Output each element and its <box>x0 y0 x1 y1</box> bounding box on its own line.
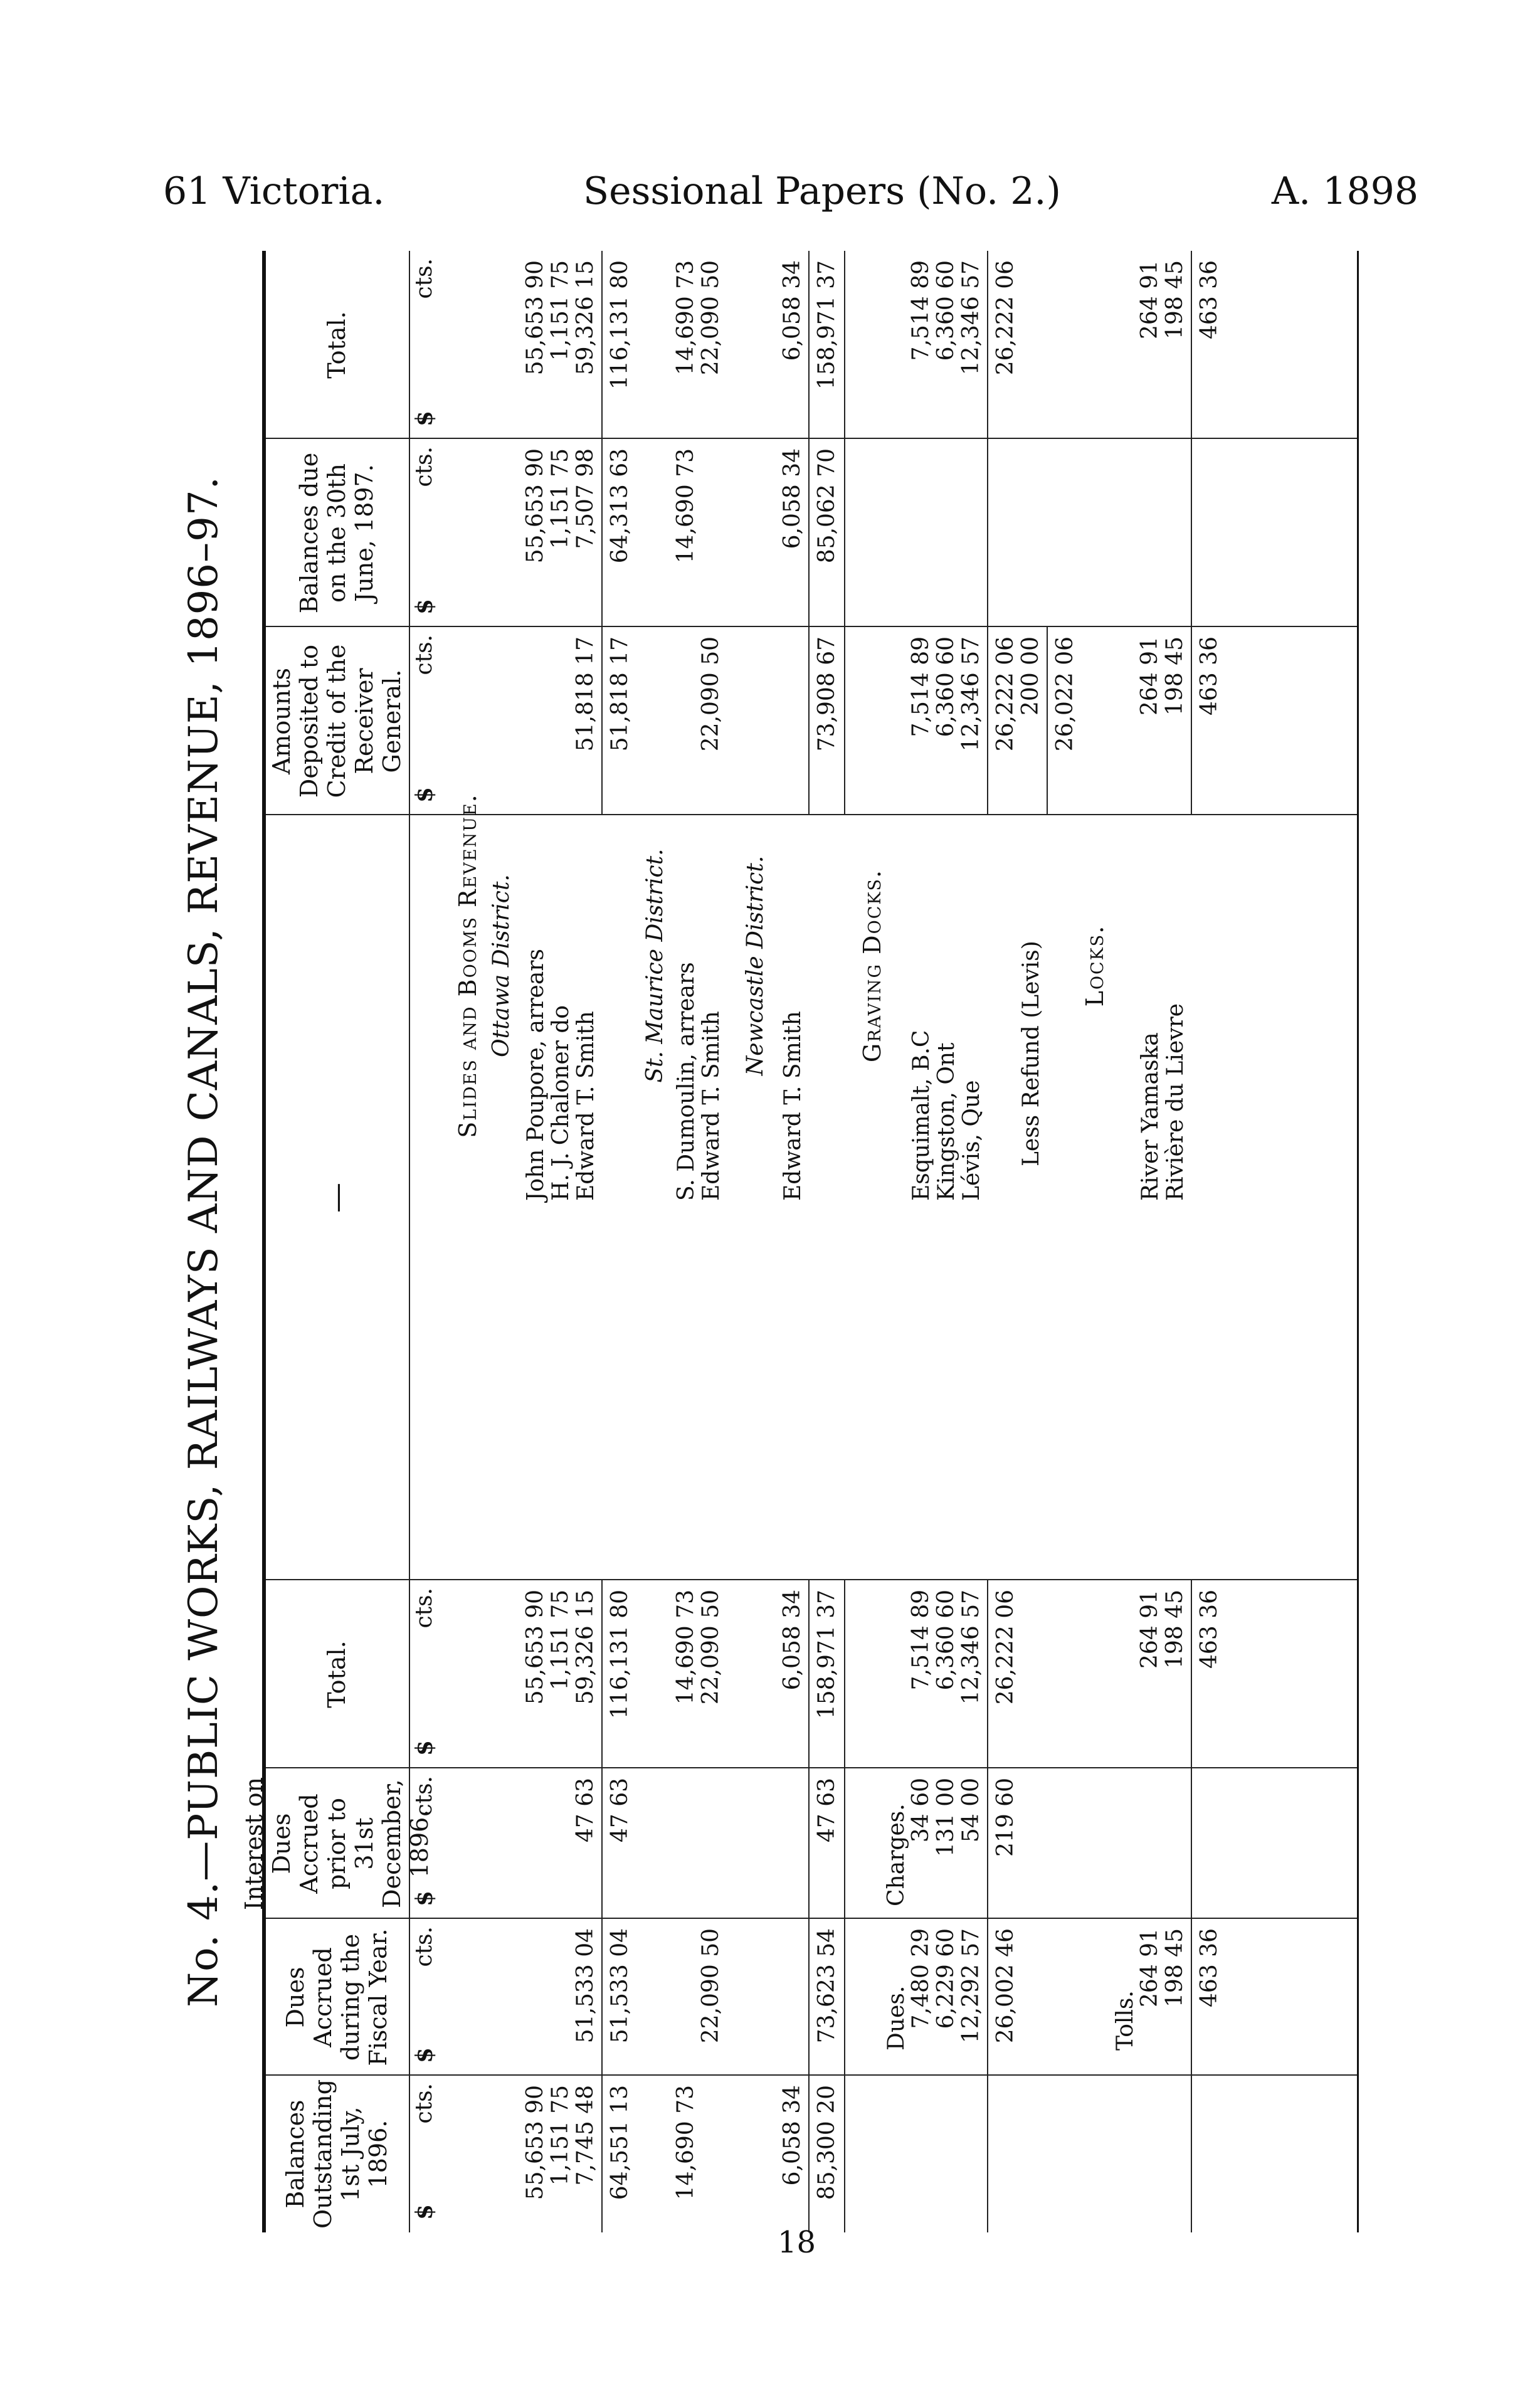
cents-label: cts. <box>411 1588 437 1629</box>
slides-total-total-2: 158,971 37 <box>814 260 840 390</box>
cell-total: 7,514 89 <box>908 1590 934 1691</box>
header-center: Sessional Papers (No. 2.) <box>583 169 1061 213</box>
slides-total-balance-due: 85,062 70 <box>814 448 840 564</box>
cell-deposited: 7,514 89 <box>908 636 934 737</box>
cell-deposited: 198 45 <box>1162 636 1188 716</box>
cell-total: 12,346 57 <box>958 1590 984 1705</box>
subtotal-balance-due: 64,313 63 <box>607 448 633 564</box>
subtotal-total-2: 116,131 80 <box>607 260 633 390</box>
graving-total-deposited: 26,222 06 <box>993 636 1018 752</box>
row-label: H. J. Chaloner do <box>548 1005 574 1201</box>
section-heading-graving: Graving Docks. <box>858 869 886 1063</box>
row-label: Edward T. Smith <box>573 1011 599 1201</box>
cell-total: 14,690 73 <box>673 1590 699 1705</box>
subtotal-interest: 47 63 <box>607 1778 633 1843</box>
cell-total-2: 22,090 50 <box>698 260 724 376</box>
cell-dues: 7,480 29 <box>908 1928 934 2029</box>
dues-label: Dues. <box>884 1985 909 2051</box>
cell-total-2: 12,346 57 <box>958 260 984 376</box>
cell-total: 22,090 50 <box>698 1590 724 1705</box>
district-ottawa: Ottawa District. <box>488 874 514 1057</box>
subtotal-rule <box>601 1580 603 2232</box>
cell-dues: 6,229 60 <box>933 1928 959 2029</box>
col-dues-accrued: Dues Accrued during the Fiscal Year. <box>281 1928 392 2066</box>
row-label: Edward T. Smith <box>780 1011 806 1201</box>
total-rule <box>844 251 845 815</box>
col-balances-outstanding: Balances Outstanding 1st July, 1896. <box>281 2079 392 2229</box>
cents-label: cts. <box>411 1776 437 1817</box>
col-interest: Interest on Dues Accrued prior to 31st December, 1896. <box>240 1777 433 1911</box>
graving-total-total: 26,222 06 <box>993 1590 1018 1705</box>
row-label: Lévis, Que <box>959 1080 984 1201</box>
col-amounts-deposited: Amounts Deposited to Credit of the Receiver General. <box>267 644 406 798</box>
locks-total-tolls: 463 36 <box>1196 1928 1222 2007</box>
col-description: — <box>319 1183 354 1213</box>
cell-total-2: 55,653 90 <box>522 260 548 376</box>
col-balances-due: Balances due on the 30th June, 1897. <box>295 452 378 614</box>
dollar-sign: $ <box>411 2047 438 2063</box>
cell-balance-due: 14,690 73 <box>673 448 699 564</box>
subtotal-rule <box>987 1580 988 2232</box>
col-total-2: Total. <box>322 311 351 379</box>
refund-rule <box>1047 627 1048 815</box>
refund-amount: 200 00 <box>1018 636 1043 716</box>
cents-label: cts. <box>411 258 437 299</box>
slides-total-total: 158,971 37 <box>814 1590 840 1719</box>
cell-balance: 7,745 48 <box>573 2085 598 2186</box>
cell-total-2: 14,690 73 <box>673 260 699 376</box>
subtotal-deposited: 51,818 17 <box>607 636 633 752</box>
cell-deposited: 6,360 60 <box>933 636 959 737</box>
dollar-sign: $ <box>411 598 438 615</box>
row-label: Rivière du Lievre <box>1163 1003 1188 1201</box>
district-st-maurice: St. Maurice District. <box>642 848 668 1083</box>
dollar-sign: $ <box>411 1890 438 1906</box>
cents-label: cts. <box>411 635 437 675</box>
col-total-1: Total. <box>322 1640 351 1708</box>
cell-total: 59,326 15 <box>573 1590 598 1705</box>
tolls-label: Tolls. <box>1112 1990 1138 2051</box>
cell-total-2: 6,058 34 <box>779 260 805 361</box>
cell-dues: 12,292 57 <box>958 1928 984 2044</box>
page-number: 18 <box>778 2225 816 2260</box>
graving-total-total-2: 26,222 06 <box>993 260 1018 376</box>
section-heading-slides: Slides and Booms Revenue. <box>454 793 482 1138</box>
slides-total-balance: 85,300 20 <box>814 2085 840 2200</box>
cell-balance-due: 6,058 34 <box>779 448 805 549</box>
slides-total-interest: 47 63 <box>814 1778 840 1843</box>
cell-deposited: 22,090 50 <box>698 636 724 752</box>
row-label: S. Dumoulin, arrears <box>673 962 699 1201</box>
cents-label: cts. <box>411 446 437 487</box>
subtotal-rule <box>987 251 988 815</box>
dollar-sign: $ <box>411 2204 438 2220</box>
cell-total: 198 45 <box>1162 1590 1188 1669</box>
section-heading-locks: Locks. <box>1081 924 1109 1007</box>
cell-total-2: 7,514 89 <box>908 260 934 361</box>
cell-total-2: 59,326 15 <box>573 260 598 376</box>
cell-tolls: 264 91 <box>1137 1928 1163 2007</box>
subtotal-balance: 64,551 13 <box>607 2085 633 2200</box>
cell-deposited: 51,818 17 <box>573 636 598 752</box>
header-left: 61 Victoria. <box>163 169 385 213</box>
cell-deposited: 12,346 57 <box>958 636 984 752</box>
row-label: John Poupore, arrears <box>523 949 549 1201</box>
charges-label: Charges. <box>884 1803 909 1906</box>
graving-total-dues: 26,002 46 <box>993 1928 1018 2044</box>
subtotal-rule <box>1191 1580 1192 2232</box>
subtotal-total: 116,131 80 <box>607 1590 633 1719</box>
cell-balance: 14,690 73 <box>673 2085 699 2200</box>
cell-total: 264 91 <box>1137 1590 1163 1669</box>
total-rule <box>808 1580 810 2232</box>
cell-interest: 47 63 <box>573 1778 598 1843</box>
locks-total-total: 463 36 <box>1196 1590 1222 1669</box>
row-label: River Yamaska <box>1137 1032 1163 1201</box>
subtotal-rule <box>1191 251 1192 815</box>
cell-deposited: 264 91 <box>1137 636 1163 716</box>
cents-label: cts. <box>411 2083 437 2124</box>
row-label: Edward T. Smith <box>699 1011 724 1201</box>
cell-balance: 6,058 34 <box>779 2085 805 2186</box>
cell-balance: 1,151 75 <box>547 2085 573 2186</box>
row-label: Kingston, Ont <box>934 1042 959 1201</box>
cell-dues: 51,533 04 <box>573 1928 598 2044</box>
cell-total: 6,360 60 <box>933 1590 959 1691</box>
cell-total: 1,151 75 <box>547 1590 573 1691</box>
slides-total-deposited: 73,908 67 <box>814 636 840 752</box>
cell-total: 55,653 90 <box>522 1590 548 1705</box>
cell-total: 6,058 34 <box>779 1590 805 1691</box>
cell-total-2: 1,151 75 <box>547 260 573 361</box>
cell-balance: 55,653 90 <box>522 2085 548 2200</box>
revenue-table <box>240 251 1359 2232</box>
cents-label: cts. <box>411 1926 437 1967</box>
total-rule <box>844 1580 845 2232</box>
cell-total-2: 264 91 <box>1137 260 1163 339</box>
slides-total-dues: 73,623 54 <box>814 1928 840 2044</box>
cell-balance-due: 7,507 98 <box>573 448 598 549</box>
cell-charges: 131 00 <box>933 1778 959 1857</box>
row-label: Esquimalt, B.C <box>909 1030 934 1201</box>
locks-total-total-2: 463 36 <box>1196 260 1222 339</box>
graving-total-charges: 219 60 <box>993 1778 1018 1857</box>
cell-dues: 22,090 50 <box>698 1928 724 2044</box>
graving-net-deposited: 26,022 06 <box>1052 636 1078 752</box>
header-rule <box>409 251 410 2232</box>
cell-total-2: 6,360 60 <box>933 260 959 361</box>
district-newcastle: Newcastle District. <box>742 855 768 1076</box>
rotated-table-page <box>169 251 1373 2232</box>
cell-balance-due: 55,653 90 <box>522 448 548 564</box>
dollar-sign: $ <box>411 410 438 426</box>
dollar-sign: $ <box>411 786 438 803</box>
table-title: No. 4.—PUBLIC WORKS, RAILWAYS AND CANALS, REVENUE, 1896–97. <box>181 476 227 2007</box>
cell-balance-due: 1,151 75 <box>547 448 573 549</box>
total-rule <box>808 251 810 815</box>
cell-total-2: 198 45 <box>1162 260 1188 339</box>
subtotal-rule <box>601 251 603 815</box>
header-right: A. 1898 <box>1271 169 1418 213</box>
cell-charges: 34 60 <box>908 1778 934 1843</box>
less-refund-label: Less Refund (Levis) <box>1018 941 1044 1166</box>
locks-total-deposited: 463 36 <box>1196 636 1222 716</box>
dollar-sign: $ <box>411 1740 438 1756</box>
cell-tolls: 198 45 <box>1162 1928 1188 2007</box>
cell-charges: 54 00 <box>958 1778 984 1843</box>
subtotal-dues: 51,533 04 <box>607 1928 633 2044</box>
